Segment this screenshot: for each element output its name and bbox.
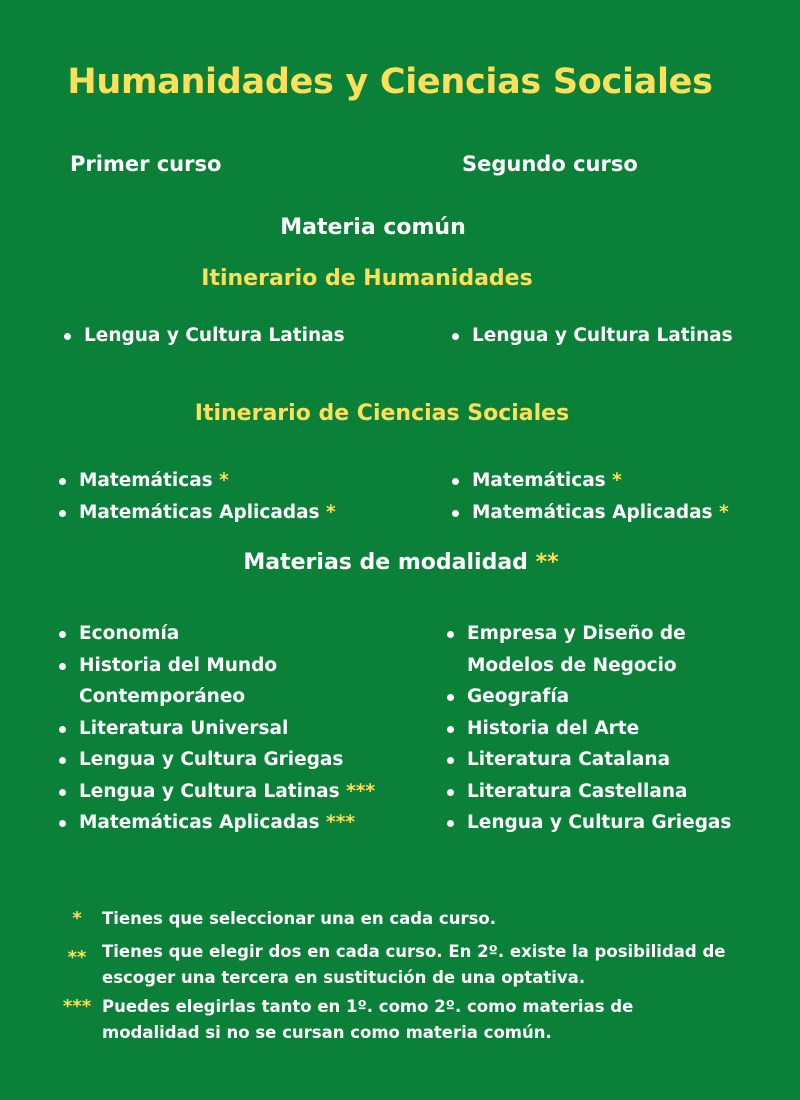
footnote-mark: * xyxy=(72,908,82,929)
social-itinerary-heading: Itinerario de Ciencias Sociales xyxy=(194,401,570,426)
asterisk-mark: * xyxy=(719,501,729,523)
list-item: Literatura Universal xyxy=(57,713,427,745)
footnote-mark: ** xyxy=(67,947,87,968)
footnote xyxy=(58,994,758,1054)
list-item: Economía xyxy=(57,618,427,650)
list-item: Matemáticas Aplicadas * xyxy=(57,497,427,529)
list-item: Lengua y Cultura Griegas xyxy=(57,744,427,776)
modality-heading: Materias de modalidad ** xyxy=(243,550,559,575)
footnote xyxy=(58,906,758,936)
footnote-text: Tienes que elegir dos en cada curso. En 2º. existe la posibilidad de escoger una tercera en sustitución de una optativa. xyxy=(102,942,726,987)
humanities-first-list xyxy=(62,320,422,352)
humanities-itinerary-heading: Itinerario de Humanidades xyxy=(201,266,533,291)
first-course-heading: Primer curso xyxy=(70,152,222,176)
list-item: Matemáticas Aplicadas * xyxy=(450,497,790,529)
list-item: Historia del Mundo Contemporáneo xyxy=(57,650,309,713)
page-title: Humanidades y Ciencias Sociales xyxy=(67,62,713,102)
footnote-mark: *** xyxy=(62,996,92,1017)
asterisk-mark: ** xyxy=(535,550,559,575)
humanities-second-list xyxy=(450,320,790,352)
asterisk-mark: *** xyxy=(326,812,356,833)
list-item: Lengua y Cultura Griegas xyxy=(445,807,785,839)
asterisk-mark: * xyxy=(612,470,622,491)
social-first-list xyxy=(57,465,427,528)
list-item: Matemáticas * xyxy=(450,465,790,497)
list-item: Lengua y Cultura Latinas *** xyxy=(57,776,427,808)
list-item: Geografía xyxy=(445,681,785,713)
social-second-list xyxy=(450,465,790,528)
list-item: Literatura Catalana xyxy=(445,744,785,776)
footnote xyxy=(58,939,758,999)
list-item: Lengua y Cultura Latinas xyxy=(450,320,790,352)
common-subject-heading: Materia común xyxy=(280,215,466,240)
list-item: Lengua y Cultura Latinas xyxy=(62,320,422,352)
list-item: Empresa y Diseño de Modelos de Negocio xyxy=(445,618,717,681)
asterisk-mark: * xyxy=(326,501,336,523)
modality-first-list xyxy=(57,618,427,839)
second-course-heading: Segundo curso xyxy=(462,152,638,176)
footnote-text: Tienes que seleccionar una en cada curso. xyxy=(102,909,497,928)
modality-second-list xyxy=(445,618,785,839)
list-item: Historia del Arte xyxy=(445,713,785,745)
footnote-text: Puedes elegirlas tanto en 1º. como 2º. como materias de modalidad si no se cursan como materia común. xyxy=(102,997,634,1042)
asterisk-mark: * xyxy=(219,470,229,491)
list-item: Matemáticas * xyxy=(57,465,427,497)
list-item: Literatura Castellana xyxy=(445,776,785,808)
list-item: Matemáticas Aplicadas *** xyxy=(57,807,427,839)
asterisk-mark: *** xyxy=(346,780,376,802)
